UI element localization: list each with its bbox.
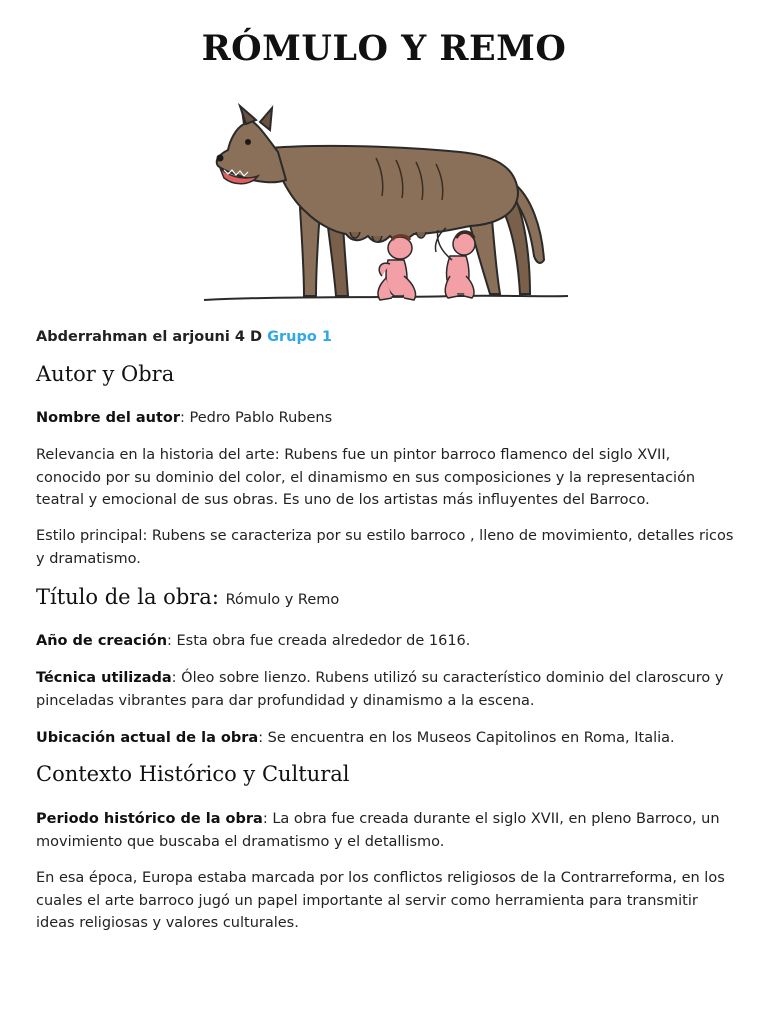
anio-creacion <box>36 630 736 653</box>
epoca-paragraph: En esa época, Europa estaba marcada por los conflictos religiosos de la Contrarreforma, en los cuales el arte barroco jugó un papel importante al servir como herramienta para transmitir ideas religiosas y valores culturales. <box>36 870 725 931</box>
tecnica-label: Técnica utilizada <box>36 670 172 686</box>
titulo-obra-label: Título de la obra: <box>36 585 219 609</box>
periodo-value: : La obra fue creada durante el siglo XVII, en pleno Barroco, un movimiento que buscaba el dramatismo y el detallismo. <box>36 811 720 850</box>
titulo-obra-value: Rómulo y Remo <box>225 592 340 608</box>
heading-titulo-obra <box>36 585 339 609</box>
periodo-label: Periodo histórico de la obra <box>36 811 263 827</box>
student-name: Abderrahman el arjouni 4 D <box>36 329 263 345</box>
author-line <box>36 326 736 349</box>
nombre-autor-label: Nombre del autor <box>36 410 181 426</box>
heading-autor-obra: Autor y Obra <box>36 362 175 386</box>
nombre-autor-value: : Pedro Pablo Rubens <box>180 410 333 426</box>
ubicacion-actual <box>36 727 736 750</box>
group-link[interactable]: Grupo 1 <box>267 329 332 345</box>
ubicacion-value: : Se encuentra en los Museos Capitolinos en Roma, Italia. <box>258 730 675 746</box>
tecnica-value: : Óleo sobre lienzo. Rubens utilizó su característico dominio del claroscuro y pinceladas vibrantes para dar profundidad y dinamismo a la escena. <box>36 670 724 709</box>
wolf-twins-illustration <box>200 100 572 316</box>
estilo-paragraph: Estilo principal: Rubens se caracteriza por su estilo barroco , lleno de movimiento, detalles ricos y dramatismo. <box>36 528 734 567</box>
relevancia-paragraph: Relevancia en la historia del arte: Rubens fue un pintor barroco flamenco del siglo XVII, conocido por su dominio del color, el dinamismo en sus composiciones y la representación teatral y emocional de sus obras. Es uno de los artistas más influyentes del Barroco. <box>36 447 696 508</box>
nombre-autor <box>36 407 736 430</box>
twin-left <box>378 236 416 301</box>
tecnica-utilizada <box>36 667 736 712</box>
page-title: RÓMULO Y REMO <box>201 28 567 69</box>
heading-contexto: Contexto Histórico y Cultural <box>36 762 350 786</box>
twin-right <box>435 226 475 298</box>
periodo-historico <box>36 808 736 853</box>
anio-label: Año de creación <box>36 633 168 649</box>
ubicacion-label: Ubicación actual de la obra <box>36 730 259 746</box>
anio-value: : Esta obra fue creada alrededor de 1616. <box>167 633 471 649</box>
